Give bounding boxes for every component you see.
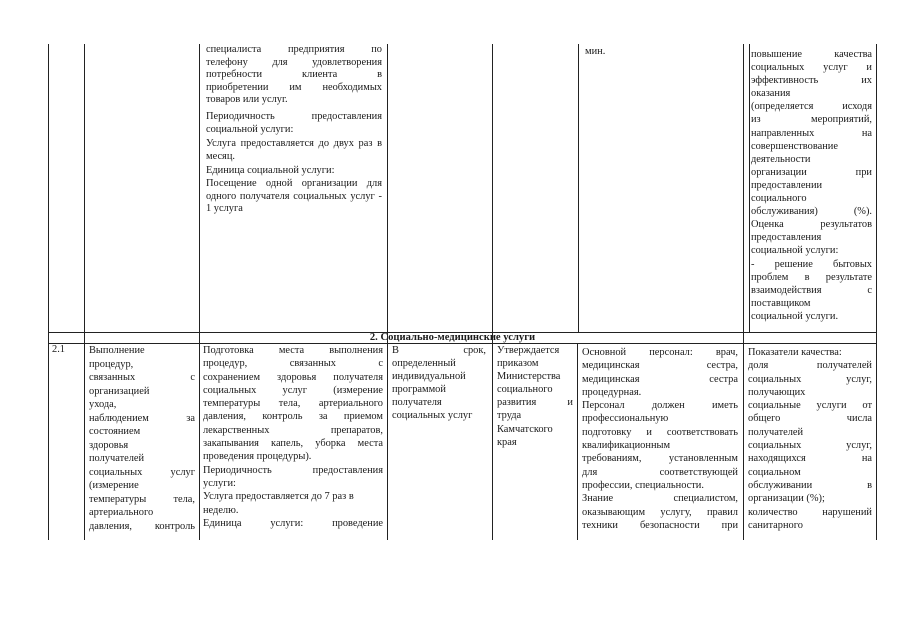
text-line: социальных услуг (измерение bbox=[203, 384, 383, 396]
text-line: обслуживания) (%). bbox=[751, 206, 872, 218]
text-line: Знание специалистом, bbox=[582, 493, 738, 505]
text-line: оказания bbox=[751, 88, 791, 100]
text-line: программой bbox=[392, 384, 446, 396]
text-line: для соответствующей bbox=[582, 466, 738, 478]
text-line: наблюдением за bbox=[89, 412, 195, 424]
text-line: - решение бытовых bbox=[751, 258, 872, 270]
text-line: квалификационным bbox=[582, 440, 671, 452]
text-line: количество нарушений bbox=[748, 506, 872, 518]
text-line: социальной услуги: bbox=[751, 245, 839, 257]
text-line: поставщиком bbox=[751, 297, 811, 309]
staff-requirements-cell bbox=[582, 346, 738, 532]
quality-indicators-cell bbox=[748, 346, 872, 532]
text-line: Выполнение bbox=[89, 345, 145, 356]
table-border-left bbox=[48, 44, 49, 540]
text-line: Единица услуги: проведение bbox=[203, 517, 383, 529]
top-row-staff-cell bbox=[585, 46, 735, 59]
text-line: неделю. bbox=[203, 504, 239, 516]
text-line: получателей bbox=[89, 453, 145, 464]
tariff-cell bbox=[497, 344, 573, 449]
column-rule bbox=[577, 343, 578, 540]
unit-value: Посещение одной организации для одного получателя социальных услуг - 1 услуга bbox=[206, 177, 382, 215]
text-line: предоставления bbox=[751, 232, 822, 244]
text-line: закапывания капель, уборка места bbox=[203, 438, 383, 450]
text-line: организации (%); bbox=[748, 493, 825, 505]
text-line: давления, контроль bbox=[89, 520, 195, 532]
text-line: общего числа bbox=[748, 413, 872, 425]
text-line: медицинская сестра, bbox=[582, 360, 738, 372]
text-line: здоровья bbox=[89, 439, 129, 451]
text-line: процедур, связанных с bbox=[203, 358, 383, 370]
text-line: из мероприятий, bbox=[751, 114, 872, 126]
text-line: специалиста предприятия по bbox=[206, 44, 382, 55]
row-number: 2.1 bbox=[52, 344, 65, 355]
text-line: края bbox=[497, 436, 517, 448]
text-line: процедурная. bbox=[582, 386, 642, 398]
text-line: взаимодействия с bbox=[751, 284, 872, 296]
text-line: социальном bbox=[748, 466, 801, 478]
text-line: (определяется исходя bbox=[751, 101, 872, 113]
text-line: профессиональную bbox=[582, 413, 669, 425]
column-rule bbox=[199, 44, 200, 540]
text-line: направленных на bbox=[751, 127, 872, 139]
text-line: (измерение bbox=[89, 480, 139, 491]
text-line: санитарного bbox=[748, 519, 803, 531]
text-line: развития и bbox=[497, 397, 573, 409]
text-line: артериального bbox=[89, 507, 154, 518]
column-rule bbox=[84, 44, 85, 540]
text-line: проблем в результате bbox=[751, 271, 872, 283]
text-line: сохранением здоровья получателя bbox=[203, 371, 383, 383]
text-line: совершенствование bbox=[751, 140, 838, 152]
text-line: эффективность их bbox=[751, 75, 872, 87]
top-row-quality-cell bbox=[751, 48, 872, 323]
column-rule bbox=[492, 44, 493, 540]
text-line: подготовку и соответствовать bbox=[582, 426, 738, 438]
text-line: Камчатского bbox=[497, 423, 553, 435]
text-line: оказывающим услугу, правил bbox=[582, 506, 738, 518]
text-line: социальной услуги. bbox=[751, 310, 839, 322]
text-line: Услуга предоставляется до 7 раз в bbox=[203, 491, 354, 503]
text-line: социальных услуг bbox=[392, 410, 473, 422]
text-line: температуры тела, артериального bbox=[203, 398, 383, 410]
text-line: проведения процедуры). bbox=[203, 451, 312, 463]
top-row-description-cell bbox=[206, 44, 382, 216]
unit-label: Единица социальной услуги: bbox=[206, 165, 335, 177]
text-line: профессии, специальности. bbox=[582, 479, 704, 491]
text-line: социальных услуг, bbox=[748, 373, 872, 385]
column-rule bbox=[743, 44, 744, 540]
text-line: температуры тела, bbox=[89, 493, 195, 505]
text-line: определенный bbox=[392, 358, 456, 370]
text-line: приобретении им необходимых bbox=[206, 81, 382, 93]
text-line: телефону для удовлетворения bbox=[206, 56, 382, 68]
text-line: медицинская сестра bbox=[582, 373, 738, 385]
service-description-cell bbox=[203, 344, 383, 530]
periodicity-label: Периодичность предоставления социальной услуги: bbox=[206, 110, 382, 135]
text-line: труда bbox=[497, 410, 522, 422]
text-line: социального bbox=[751, 193, 807, 205]
text-line: обслуживании в bbox=[748, 479, 872, 491]
service-name-cell bbox=[89, 344, 195, 533]
text-line: индивидуальной bbox=[392, 371, 466, 383]
text-line: Основной персонал: врач, bbox=[582, 347, 738, 358]
periodicity-value: Услуга предоставляется до двух раз в месяц. bbox=[206, 138, 382, 162]
text-line: получающих bbox=[748, 386, 806, 398]
text-line: Министерства bbox=[497, 371, 561, 383]
text-line: лекарственных препаратов, bbox=[203, 424, 383, 436]
text-line: социальных услуг bbox=[89, 466, 195, 478]
text-line: процедур, bbox=[89, 358, 134, 370]
text-line: находящихся на bbox=[748, 453, 872, 465]
text-line: социальные услуги от bbox=[748, 400, 872, 412]
text-line: социального bbox=[497, 384, 553, 396]
text-line: Персонал должен иметь bbox=[582, 400, 738, 412]
text-line: предоставлении bbox=[751, 179, 823, 191]
text-line: товаров или услуг. bbox=[206, 94, 288, 106]
text-line: услуги: bbox=[203, 477, 236, 489]
text-line: деятельности bbox=[751, 153, 811, 165]
text-line: социальных услуг и bbox=[751, 62, 872, 74]
text-line: ухода, bbox=[89, 399, 117, 410]
table-border-right bbox=[876, 44, 877, 540]
text-line: получателей bbox=[748, 426, 804, 438]
service-term-cell bbox=[392, 344, 486, 423]
text-line: получателя bbox=[392, 397, 442, 409]
text-line: потребности клиента в bbox=[206, 69, 382, 81]
text-line: приказом bbox=[497, 358, 539, 370]
text-line: организацией bbox=[89, 385, 150, 397]
text-line: требованиям, установленным bbox=[582, 453, 738, 465]
text-line: связанных с bbox=[89, 372, 195, 383]
text-line: Показатели качества: bbox=[748, 347, 842, 358]
column-rule bbox=[387, 44, 388, 540]
section-title: 2. Социально-медицинские услуги bbox=[369, 332, 536, 343]
text-line: Утверждается bbox=[497, 345, 560, 356]
text-line: мин. bbox=[585, 46, 606, 57]
text-line: повышение качества bbox=[751, 49, 872, 60]
text-line: Оценка результатов bbox=[751, 219, 872, 231]
column-rule bbox=[578, 44, 579, 332]
text-line: доля получателей bbox=[748, 360, 872, 372]
text-line: Периодичность предоставления bbox=[203, 464, 383, 476]
text-line: состоянием bbox=[89, 426, 141, 437]
text-line: техники безопасности при bbox=[582, 519, 738, 531]
text-line: Подготовка места выполнения bbox=[203, 345, 383, 356]
text-line: организации при bbox=[751, 166, 872, 178]
text-line: В срок, bbox=[392, 345, 486, 356]
text-line: социальных услуг, bbox=[748, 440, 872, 452]
table-border-right-inner bbox=[749, 44, 750, 332]
text-line: давления, контроль за приемом bbox=[203, 411, 383, 423]
